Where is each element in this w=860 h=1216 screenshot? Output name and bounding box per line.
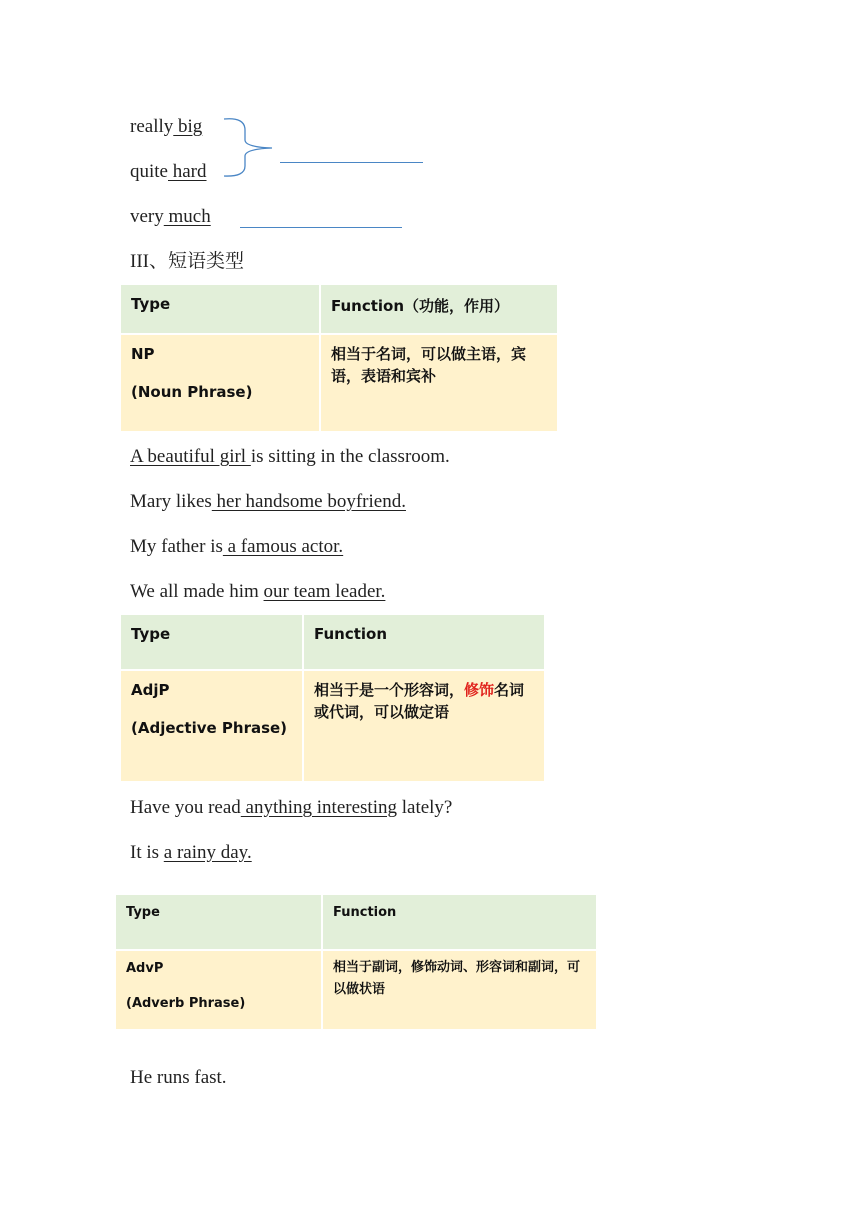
advp-table (114, 893, 598, 1031)
highlight-text: 修饰 (464, 681, 495, 699)
np-example-2: Mary likes her handsome boyfriend. (130, 491, 406, 512)
intro-line-quite: quite hard (130, 161, 207, 182)
np-type-cell (120, 334, 320, 432)
intro-line-very: very much (130, 206, 211, 227)
curly-brace-icon (218, 112, 278, 184)
np-example-3: My father is a famous actor. (130, 536, 344, 557)
section-heading: III、短语类型 (130, 251, 244, 272)
answer-blank-line-1 (280, 162, 423, 163)
intro-line-really: really big (130, 116, 203, 137)
np-function-cell: 相当于名词，可以做主语，宾语，表语和宾补 (320, 334, 558, 432)
advp-type-abbr: AdvP (126, 961, 164, 976)
np-table (119, 283, 559, 433)
adjp-example-1: Have you read anything interesting lately? (130, 797, 453, 818)
adjp-function-cell: 相当于是一个形容词，修饰名词或代词，可以做定语 (303, 670, 545, 782)
adjp-table (119, 613, 546, 783)
advp-type-cell (115, 950, 322, 1030)
np-header-function: Function（功能，作用） (320, 284, 558, 334)
np-example-4: We all made him our team leader. (130, 581, 386, 602)
adjp-example-2: It is a rainy day. (130, 842, 252, 863)
advp-example-1: He runs fast. (130, 1067, 227, 1088)
answer-blank-line-2 (240, 227, 402, 228)
advp-header-function: Function (322, 894, 597, 950)
adjp-header-function: Function (303, 614, 545, 670)
adjp-type-cell (120, 670, 303, 782)
advp-header-type: Type (115, 894, 322, 950)
adjp-type-abbr: AdjP (131, 681, 170, 699)
np-type-full: (Noun Phrase) (131, 383, 253, 401)
np-example-1: A beautiful girl is sitting in the classroom. (130, 446, 450, 467)
advp-type-full: (Adverb Phrase) (126, 996, 246, 1011)
np-type-abbr: NP (131, 345, 155, 363)
advp-function-cell: 相当于副词，修饰动词、形容词和副词，可以做状语 (322, 950, 597, 1030)
adjp-type-full: (Adjective Phrase) (131, 719, 288, 737)
np-header-type: Type (120, 284, 320, 334)
adjp-header-type: Type (120, 614, 303, 670)
